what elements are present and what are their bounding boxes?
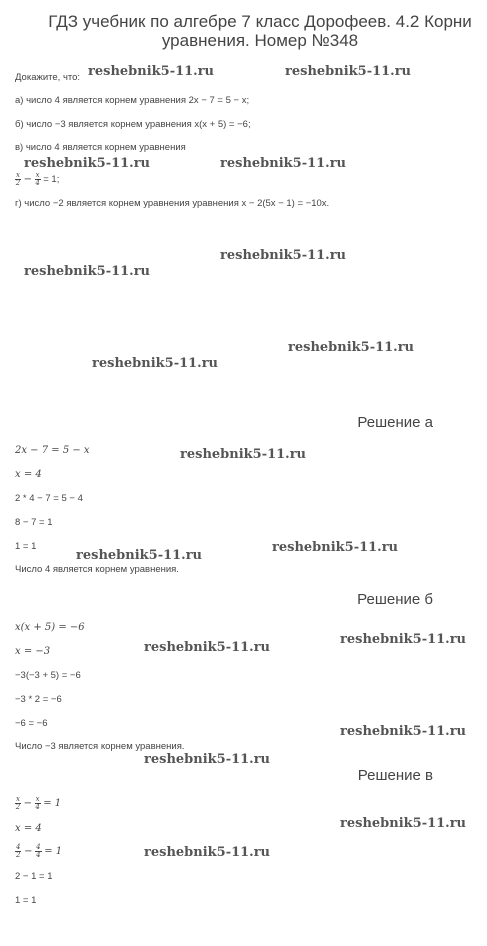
solution-b-line: −3 * 2 = −6 xyxy=(15,694,62,705)
watermark: reshebnik5-11.ru xyxy=(144,640,271,655)
solution-a-line: x = 4 xyxy=(15,469,42,480)
solution-b-line: x(x + 5) = −6 xyxy=(15,622,85,633)
solution-b-line: x = −3 xyxy=(15,646,51,657)
solution-v-title: Решение в xyxy=(357,767,433,784)
watermark: reshebnik5-11.ru xyxy=(24,264,151,279)
solution-a-line: 8 − 7 = 1 xyxy=(15,517,53,528)
solution-v-line: 2 − 1 = 1 xyxy=(15,871,53,882)
task-v-equation: $\frac{x}{2}$ − $\frac{x}{4}$ = 1; xyxy=(15,171,60,187)
solution-b-title: Решение б xyxy=(357,591,433,608)
watermark: reshebnik5-11.ru xyxy=(220,156,347,171)
task-intro: Докажите, что: xyxy=(15,72,81,83)
solution-v-line: $\frac{x}{2}$ − $\frac{x}{4}$ = 1 xyxy=(15,795,62,811)
solution-b-line: −6 = −6 xyxy=(15,718,48,729)
solution-v-line: 1 = 1 xyxy=(15,895,37,906)
fraction-numerator: x xyxy=(16,171,20,179)
equation-rhs: = 1; xyxy=(43,174,60,186)
solution-a-conclusion: Число 4 является корнем уравнения. xyxy=(15,564,179,575)
watermark: reshebnik5-11.ru xyxy=(144,845,271,860)
watermark: reshebnik5-11.ru xyxy=(340,632,467,647)
watermark: reshebnik5-11.ru xyxy=(180,447,307,462)
watermark: reshebnik5-11.ru xyxy=(24,156,151,171)
watermark: reshebnik5-11.ru xyxy=(272,540,399,555)
task-g: г) число −2 является корнем уравнения уравнения x − 2(5x − 1) = −10x. xyxy=(15,198,330,209)
solution-b-conclusion: Число −3 является корнем уравнения. xyxy=(15,741,185,752)
solution-a-line: 1 = 1 xyxy=(15,541,37,552)
watermark: reshebnik5-11.ru xyxy=(88,64,215,79)
watermark: reshebnik5-11.ru xyxy=(288,340,415,355)
task-b: б) число −3 является корнем уравнения x(x + 5) = −6; xyxy=(15,119,251,130)
watermark: reshebnik5-11.ru xyxy=(144,752,271,767)
watermark: reshebnik5-11.ru xyxy=(340,816,467,831)
solution-v-line: x = 4 xyxy=(15,823,42,834)
fraction-denominator: 4 xyxy=(35,179,40,187)
fraction-numerator: x xyxy=(35,171,40,179)
watermark: reshebnik5-11.ru xyxy=(285,64,412,79)
task-a: а) число 4 является корнем уравнения 2x − 7 = 5 − x; xyxy=(15,95,250,106)
solution-a-line: 2 * 4 − 7 = 5 − 4 xyxy=(15,493,83,504)
solution-a-title: Решение а xyxy=(357,414,433,431)
watermark: reshebnik5-11.ru xyxy=(220,248,347,263)
page-title: ГДЗ учебник по алгебре 7 класс Дорофеев. 4.2 Корни уравнения. Номер №348 xyxy=(48,12,472,50)
watermark: reshebnik5-11.ru xyxy=(76,548,203,563)
watermark: reshebnik5-11.ru xyxy=(340,724,467,739)
solution-a-line: 2x − 7 = 5 − x xyxy=(15,445,90,456)
watermark: reshebnik5-11.ru xyxy=(92,356,219,371)
solution-b-line: −3(−3 + 5) = −6 xyxy=(15,670,81,681)
fraction-denominator: 2 xyxy=(15,179,21,187)
task-v: в) число 4 является корнем уравнения xyxy=(15,142,186,153)
solution-v-line: $\frac{4}{2}$ − $\frac{4}{4}$ = 1 xyxy=(16,843,63,859)
